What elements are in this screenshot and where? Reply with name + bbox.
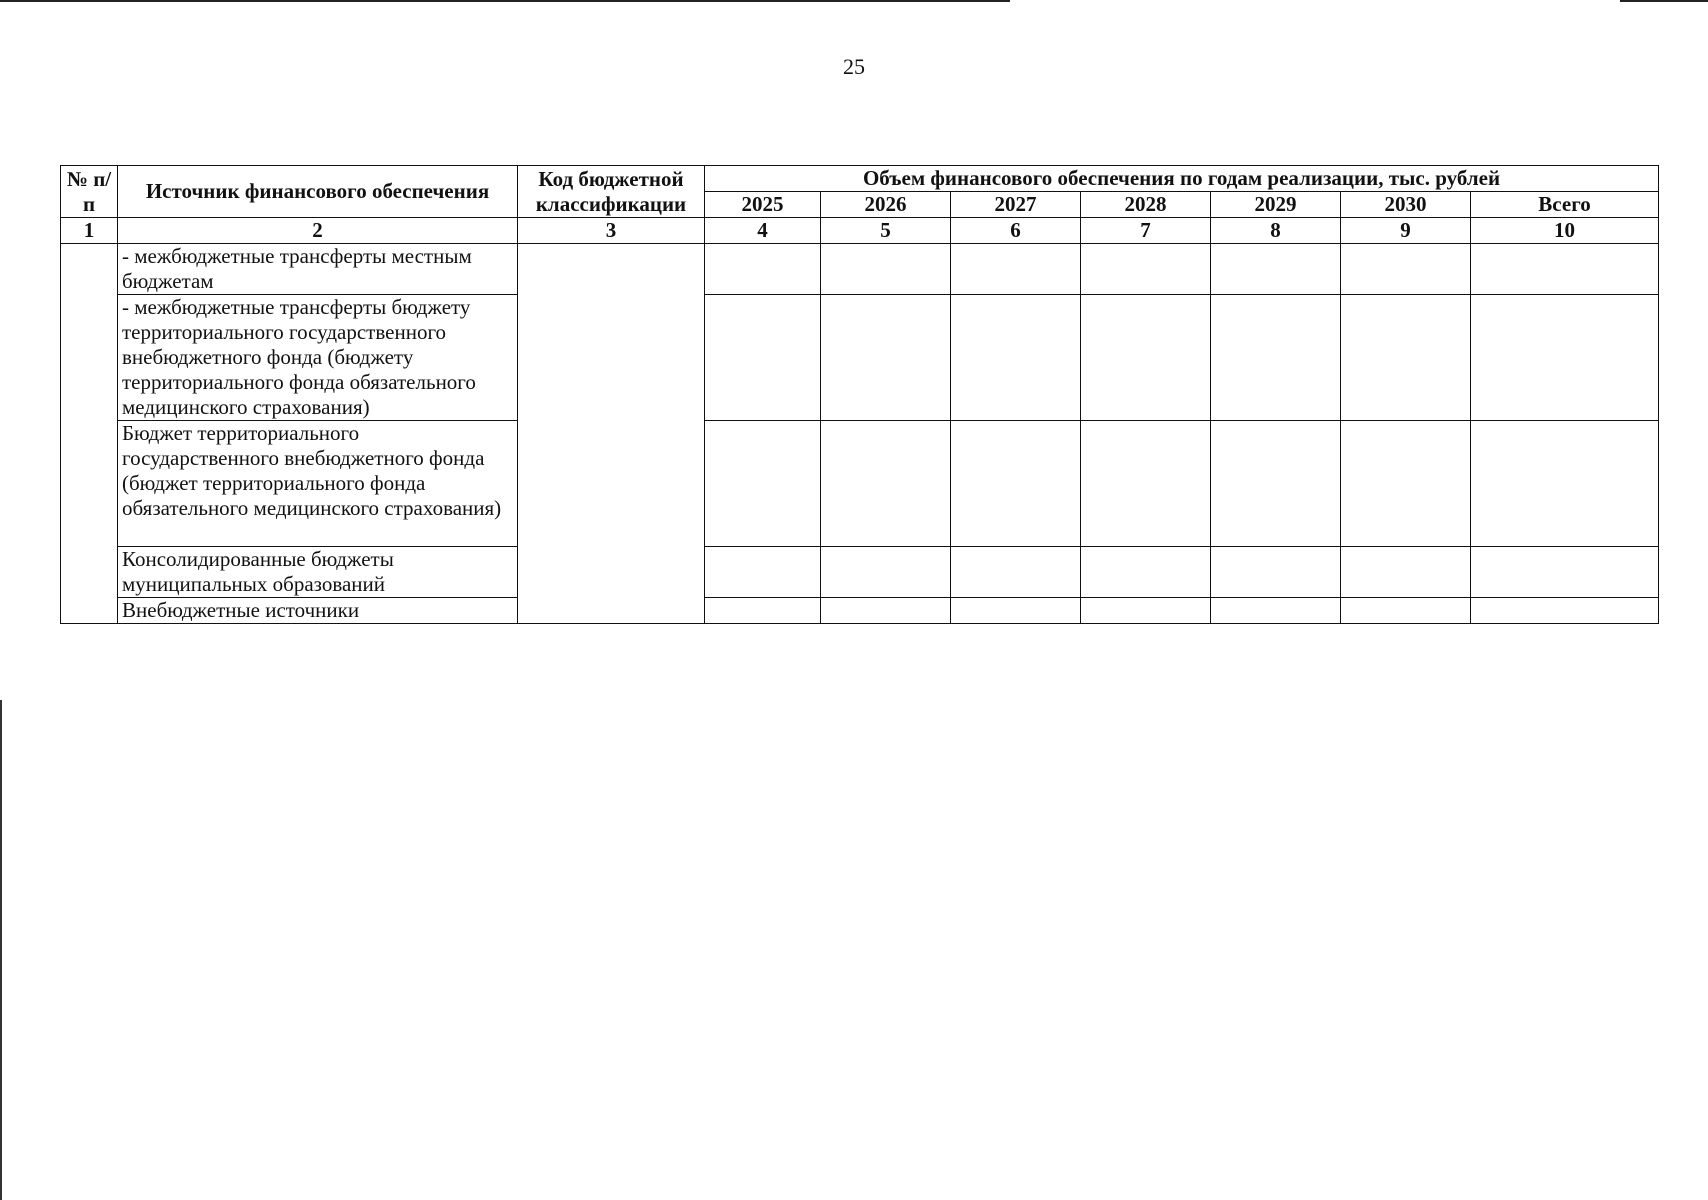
table-row — [61, 421, 1659, 547]
header-year: 2030 — [1341, 192, 1471, 218]
value-cell — [705, 244, 821, 295]
scan-edge-line-top-right — [1620, 0, 1708, 2]
value-cell — [821, 598, 951, 624]
value-cell — [1341, 547, 1471, 598]
column-number: 8 — [1211, 218, 1341, 244]
header-source: Источник финансового обеспечения — [118, 166, 518, 218]
value-cell — [1341, 598, 1471, 624]
column-number: 10 — [1471, 218, 1659, 244]
header-year: 2029 — [1211, 192, 1341, 218]
row-number-cell — [61, 244, 118, 624]
column-number: 1 — [61, 218, 118, 244]
column-number: 6 — [951, 218, 1081, 244]
value-cell — [951, 295, 1081, 421]
column-number: 5 — [821, 218, 951, 244]
value-cell — [705, 598, 821, 624]
value-cell — [705, 421, 821, 547]
value-cell — [1471, 598, 1659, 624]
column-number: 9 — [1341, 218, 1471, 244]
scan-edge-line-left — [0, 700, 2, 1200]
value-cell — [1081, 421, 1211, 547]
table-row — [61, 547, 1659, 598]
page-number: 25 — [843, 54, 865, 79]
value-cell — [1211, 421, 1341, 547]
source-cell: - межбюджетные трансферты бюджету территориального государственного внебюджетного фонда (бюджету территориального фонда обязательного медицинского страхования) — [118, 295, 518, 421]
column-number-row — [61, 218, 1659, 244]
header-year: 2026 — [821, 192, 951, 218]
source-cell: Консолидированные бюджеты муниципальных образований — [118, 547, 518, 598]
value-cell — [821, 421, 951, 547]
value-cell — [821, 547, 951, 598]
table-row — [61, 598, 1659, 624]
value-cell — [951, 547, 1081, 598]
value-cell — [821, 295, 951, 421]
value-cell — [1471, 421, 1659, 547]
column-number: 3 — [518, 218, 705, 244]
value-cell — [705, 295, 821, 421]
column-number: 4 — [705, 218, 821, 244]
value-cell — [1211, 598, 1341, 624]
table-row — [61, 244, 1659, 295]
value-cell — [951, 598, 1081, 624]
value-cell — [1471, 295, 1659, 421]
header-row-1 — [61, 166, 1659, 192]
header-year: 2028 — [1081, 192, 1211, 218]
value-cell — [1471, 244, 1659, 295]
value-cell — [951, 421, 1081, 547]
header-year: 2027 — [951, 192, 1081, 218]
column-number: 2 — [118, 218, 518, 244]
header-volume: Объем финансового обеспечения по годам реализации, тыс. рублей — [705, 166, 1659, 192]
value-cell — [1211, 547, 1341, 598]
value-cell — [1081, 295, 1211, 421]
source-cell: Внебюджетные источники — [118, 598, 518, 624]
value-cell — [1211, 244, 1341, 295]
value-cell — [1081, 598, 1211, 624]
value-cell — [1341, 244, 1471, 295]
value-cell — [1081, 547, 1211, 598]
source-cell: - межбюджетные трансферты местным бюджетам — [118, 244, 518, 295]
header-code: Код бюджетной классификации — [518, 166, 705, 218]
scan-edge-line-top-left — [0, 0, 1010, 2]
value-cell — [1341, 421, 1471, 547]
code-cell — [518, 244, 705, 624]
source-cell: Бюджет территориального государственного внебюджетного фонда (бюджет территориального фонда обязательного медицинского страхования) — [118, 421, 518, 547]
header-total: Всего — [1471, 192, 1659, 218]
table-row — [61, 295, 1659, 421]
value-cell — [821, 244, 951, 295]
value-cell — [1471, 547, 1659, 598]
header-year: 2025 — [705, 192, 821, 218]
value-cell — [951, 244, 1081, 295]
value-cell — [705, 547, 821, 598]
value-cell — [1341, 295, 1471, 421]
column-number: 7 — [1081, 218, 1211, 244]
value-cell — [1211, 295, 1341, 421]
value-cell — [1081, 244, 1211, 295]
header-number: № п/п — [61, 166, 118, 218]
financing-table — [60, 165, 1659, 624]
